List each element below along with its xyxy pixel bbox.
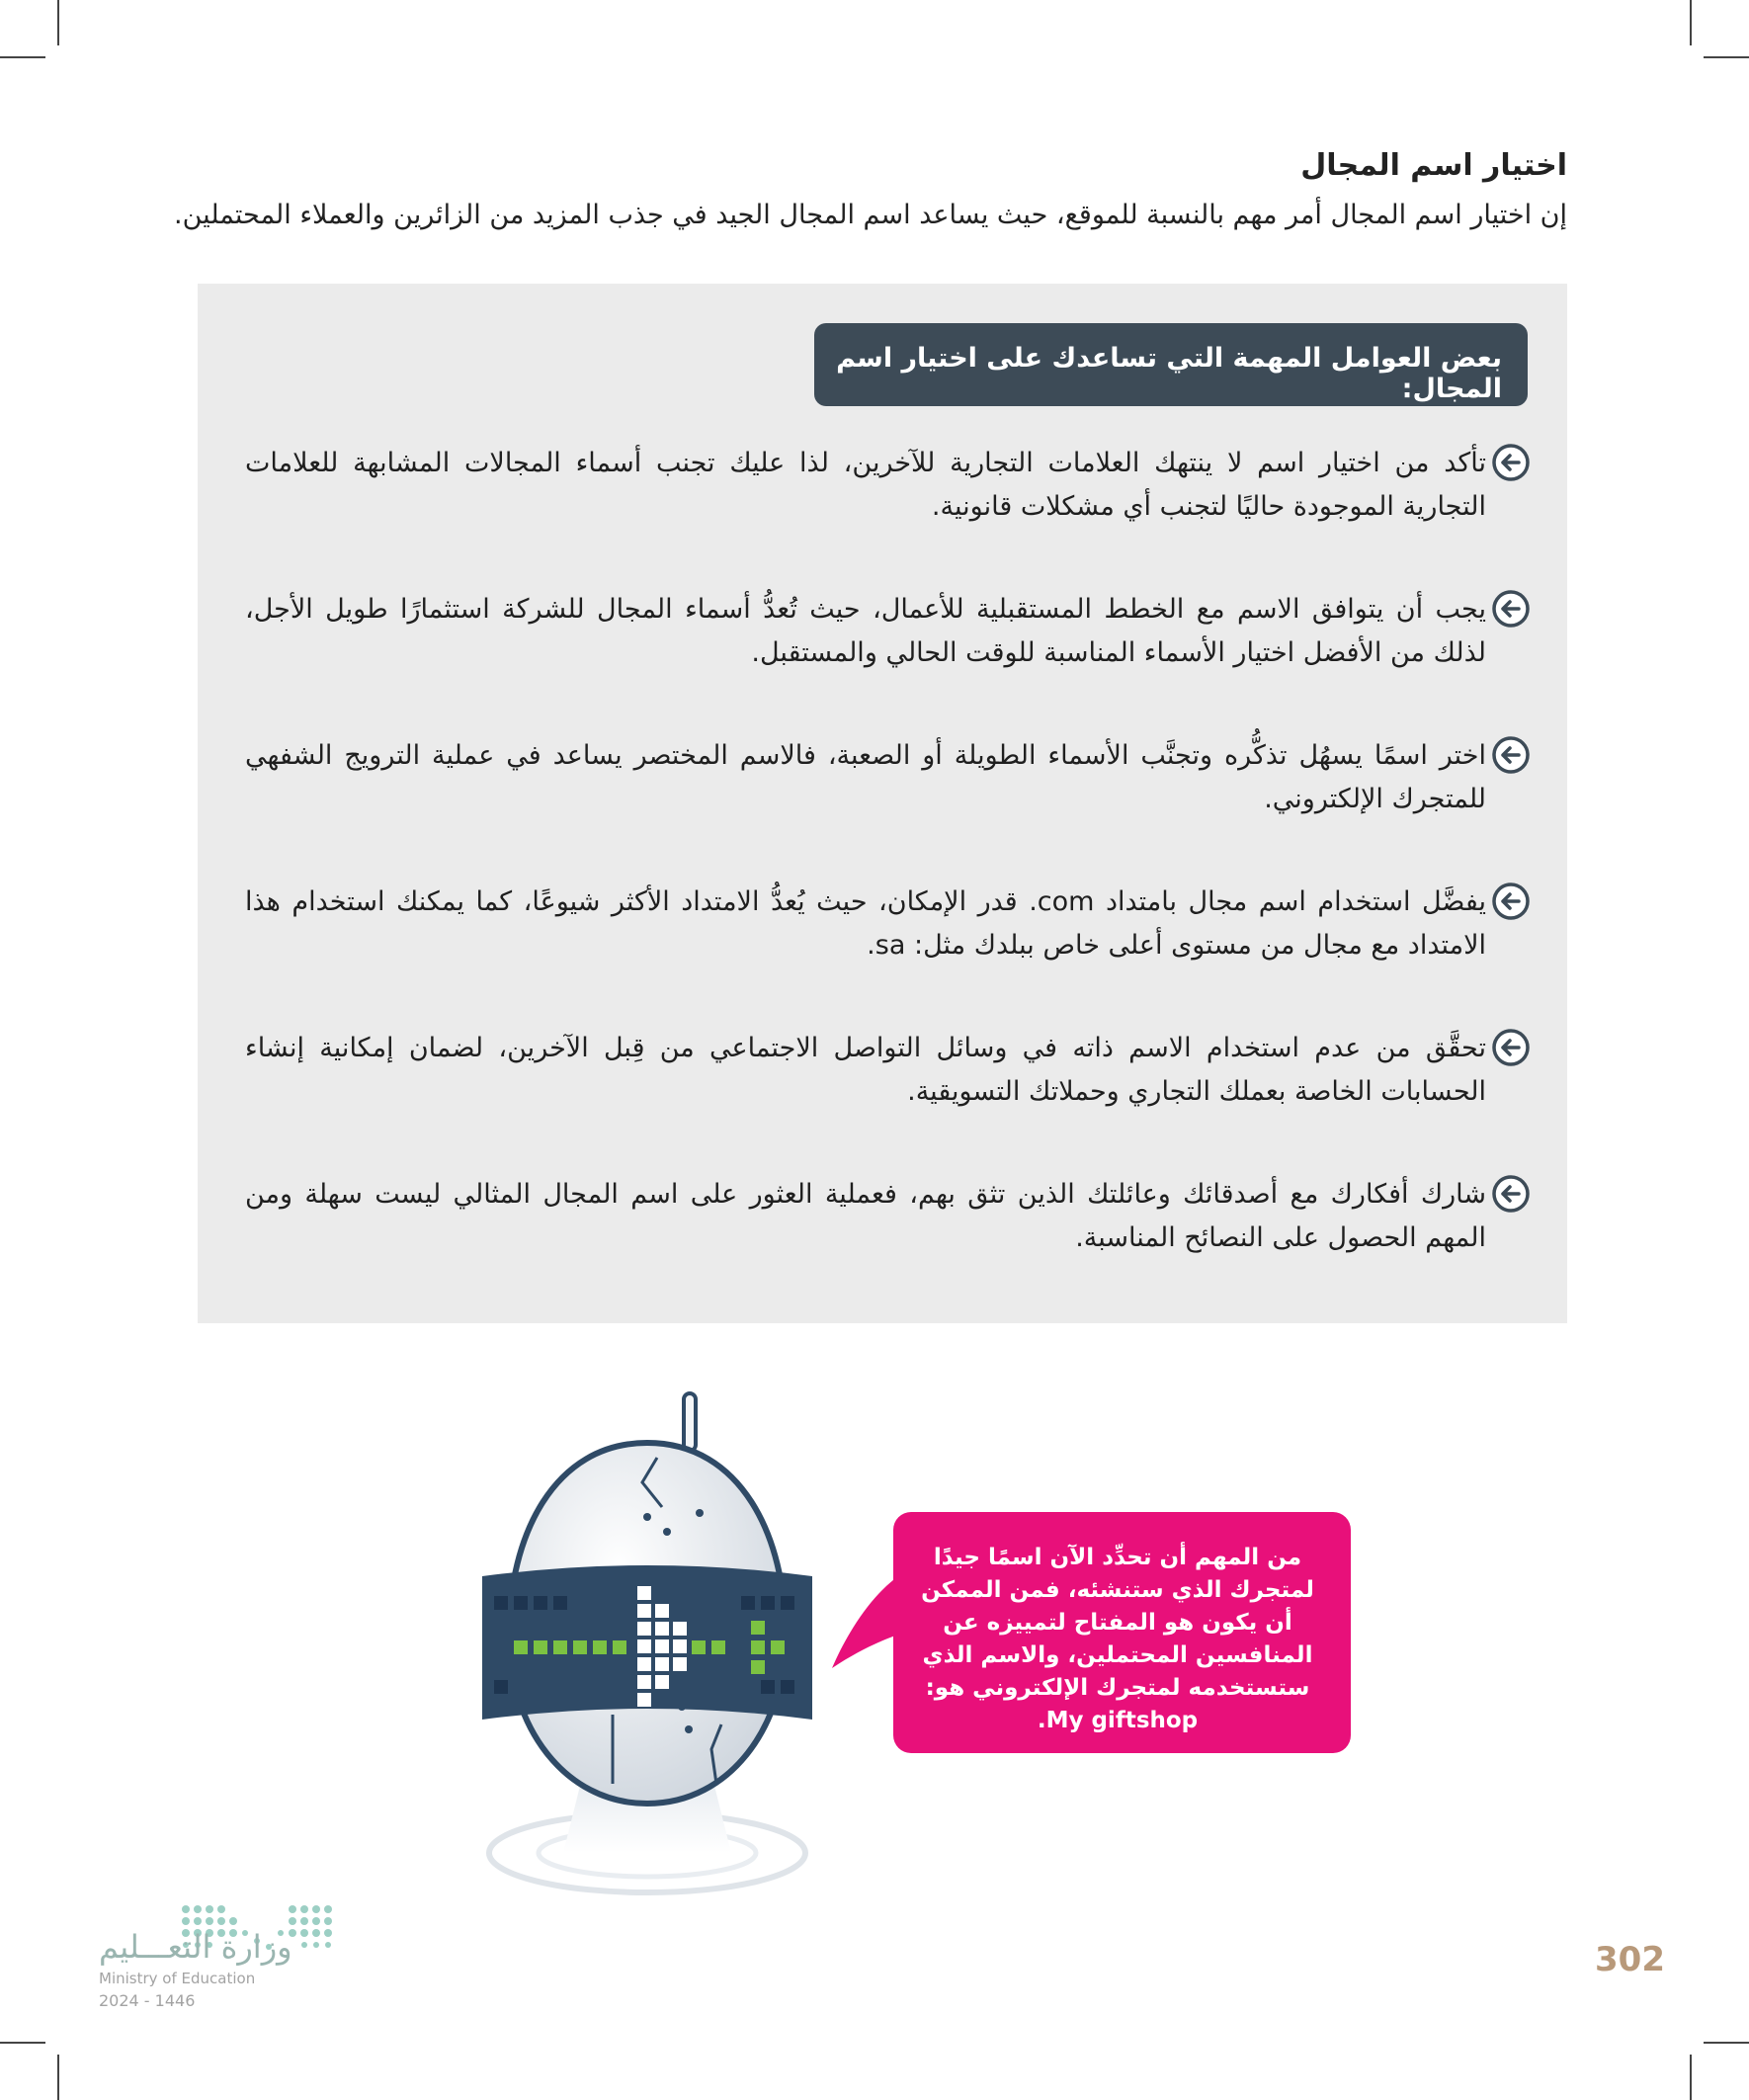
factor-item (245, 734, 1530, 821)
circle-arrow-left-icon (1492, 1029, 1530, 1066)
edition-year: 2024 - 1446 (99, 1991, 196, 2010)
crop-mark (1690, 2055, 1692, 2100)
factor-text: اختر اسمًا يسهُل تذكُّره وتجنَّب الأسماء الطويلة أو الصعبة، فالاسم المختصر يساعد في عملية الترويج الشفهي للمتجرك الإلكتروني. (245, 740, 1486, 814)
crop-mark (1690, 0, 1692, 45)
crop-mark (0, 56, 45, 58)
intro-paragraph: إن اختيار اسم المجال أمر مهم بالنسبة للموقع، حيث يساعد اسم المجال الجيد في جذب المزيد من الزائرين والعملاء المحتملين. (174, 200, 1567, 230)
crop-mark (1704, 2042, 1749, 2044)
crop-mark (57, 2055, 59, 2100)
circle-arrow-left-icon (1492, 1175, 1530, 1213)
factor-text: شارك أفكارك مع أصدقائك وعائلتك الذين تثق بهم، فعملية العثور على اسم المجال المثالي ليست سهلة ومن المهم الحصول على النصائح المناسبة. (245, 1179, 1486, 1253)
factor-item (245, 588, 1530, 675)
factor-text: يفضَّل استخدام اسم مجال بامتداد com. قدر الإمكان، حيث يُعدُّ الامتداد الأكثر شيوعًا، كما يمكنك استخدام هذا الامتداد مع مجال من مستوى أعلى خاص ببلدك مثل: sa. (245, 886, 1486, 961)
factor-text: تأكد من اختيار اسم لا ينتهك العلامات التجارية للآخرين، لذا عليك تجنب أسماء المجالات المشابهة للعلامات التجارية الموجودة حاليًا لتجنب أي مشكلات قانونية. (245, 448, 1486, 522)
speech-bubble-text: من المهم أن تحدِّد الآن اسمًا جيدًا لمتجرك الذي ستنشئه، فمن الممكن أن يكون هو المفتاح لتمييزه عن المنافسين المحتملين، والاسم الذي ستستخدمه لمتجرك الإلكتروني هو: My giftshop. (921, 1545, 1314, 1733)
factor-item (245, 1173, 1530, 1260)
section-heading: اختيار اسم المجال (1300, 148, 1567, 183)
circle-arrow-left-icon (1492, 590, 1530, 628)
crop-mark (57, 0, 59, 45)
circle-arrow-left-icon (1492, 444, 1530, 481)
crop-mark (0, 2042, 45, 2044)
circle-arrow-left-icon (1492, 882, 1530, 920)
crop-mark (1704, 56, 1749, 58)
page-number: 302 (1595, 1940, 1665, 1979)
speech-bubble (893, 1512, 1351, 1753)
robot-icon (464, 1388, 830, 1902)
factor-text: تحقَّق من عدم استخدام الاسم ذاته في وسائل التواصل الاجتماعي من قِبل الآخرين، لضمان إمكانية إنشاء الحسابات الخاصة بعملك التجاري وحملاتك التسويقية. (245, 1033, 1486, 1107)
factor-text: يجب أن يتوافق الاسم مع الخطط المستقبلية للأعمال، حيث تُعدُّ أسماء المجال للشركة استثمارًا طويل الأجل، لذلك من الأفضل اختيار الأسماء المناسبة للوقت الحالي والمستقبل. (245, 594, 1486, 668)
factor-item (245, 442, 1530, 529)
factor-item (245, 1027, 1530, 1114)
factors-box-title: بعض العوامل المهمة التي تساعدك على اختيار اسم المجال: (814, 323, 1528, 406)
ministry-name-english: Ministry of Education (99, 1970, 256, 1987)
ministry-name-arabic: وزارة التعـــليم (99, 1928, 292, 1966)
circle-arrow-left-icon (1492, 736, 1530, 774)
speech-bubble-tail (832, 1564, 901, 1673)
factors-box (198, 284, 1567, 1323)
factor-item (245, 881, 1530, 967)
